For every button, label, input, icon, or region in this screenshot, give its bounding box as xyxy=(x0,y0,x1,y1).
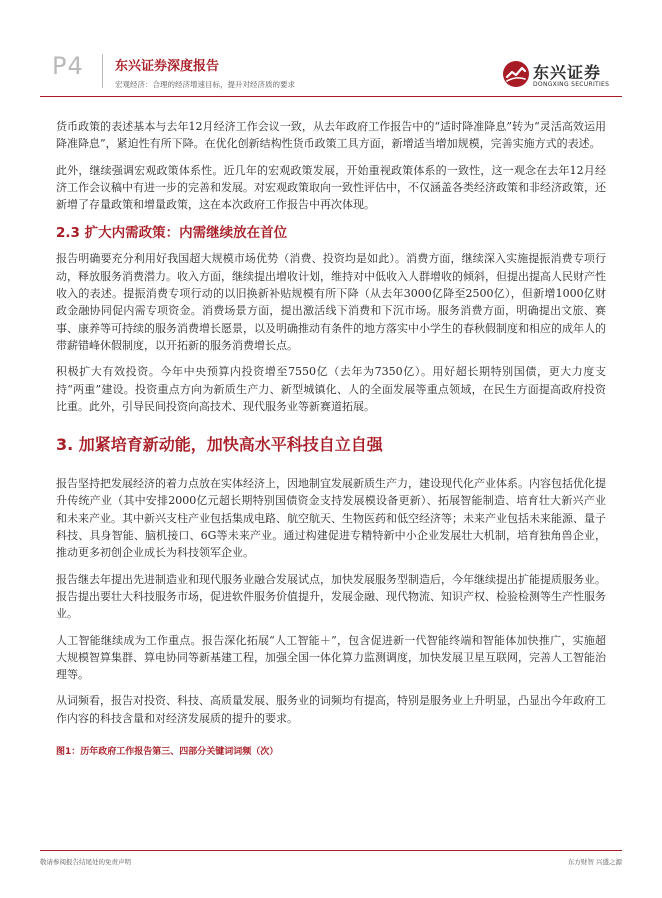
paragraph-ai: 人工智能继续成为工作重点。报告深化拓展“人工智能＋”，包含促进新一代智能终端和智能体加快推广，实施超大规模智算集群、算电协同等新基建工程，加强全国一体化算力监测调度，加快发展卫星互联网，完善人工智能治理等。 xyxy=(56,633,606,682)
section-heading-3: 3. 加紧培育新动能，加快高水平科技自立自强 xyxy=(56,435,383,455)
brand-logo xyxy=(502,58,622,94)
footer-slogan: 东方财智 兴盛之源 xyxy=(567,858,622,866)
report-body xyxy=(56,118,606,757)
page-footer xyxy=(40,850,622,866)
page-number: P4 xyxy=(52,52,84,80)
paragraph-industry: 报告坚持把发展经济的着力点放在实体经济上，因地制宜发展新质生产力，建设现代化产业体系。内容包括优化提升传统产业（其中安排2000亿元超长期特别国债资金支持发展模设备更新）、拓展智能制造、培育壮大新兴产业和未来产业。其中新兴支柱产业包括集成电路、航空航天、生物医药和低空经济等；未来产业包括未来能源、量子科技、具身智能、脑机接口、6G等未来产业。通过构建促进专精特新中小企业发展壮大机制，培育独角兽企业，推动更多初创企业成长为科技领军企业。 xyxy=(56,477,606,560)
paragraph-consumption: 报告明确要充分利用好我国超大规模市场优势（消费、投资均是如此）。消费方面，继续深入实施提振消费专项行动，释放服务消费潜力。收入方面，继续提出增收计划，维持对中低收入人群增收的倾斜，但提出提高人民财产性收入的表述。提振消费专项行动的以旧换新补贴规模有所下降（从去年3000亿降至2500亿），但新增1000亿财政金融协同促内需专项资金。消费场景方面，提出激活线下消费和下沉市场。服务消费方面，明确提出文旅、赛事、康养等可持续的服务消费增长愿景，以及明确推动有条件的地方落实中小学生的春秋假制度和相应的成年人的带薪错峰休假制度，以开拓新的服务消费增长点。 xyxy=(56,252,606,352)
page-header xyxy=(40,0,622,100)
paragraph-services: 报告继去年提出先进制造业和现代服务业融合发展试点，加快发展服务型制造后，今年继续提出扩能提质服务业。报告提出要壮大科技服务市场，促进软件服务价值提升，发展金融、现代物流、知识产权、检验检测等生产性服务业。 xyxy=(56,572,606,621)
paragraph-policy-system: 此外，继续强调宏观政策体系性。近几年的宏观政策发展，开始重视政策体系的一致性，这一观念在去年12月经济工作会议稿中有进一步的完善和发展。对宏观政策取向一致性评估中，不仅涵盖各类经济政策和非经济政策，还新增了存量政策和增量政策，这在本次政府工作报告中再次体现。 xyxy=(56,163,606,212)
footer-rule xyxy=(40,850,622,851)
report-subtitle: 宏观经济：合理的经济增速目标，提升对经济质的要求 xyxy=(115,80,295,89)
figure-caption: 图1：历年政府工作报告第三、四部分关键词词频（次） xyxy=(56,747,279,758)
logo-name-en: DONGXING SECURITIES xyxy=(533,81,610,88)
paragraph-word-frequency: 从词频看，报告对投资、科技、高质量发展、服务业的词频均有提高，特别是服务业上升明显，凸显出今年政府工作内容的科技含量和对经济发展质的提升的要求。 xyxy=(56,694,606,725)
paragraph-monetary-policy: 货币政策的表述基本与去年12月经济工作会议一致，从去年政府工作报告中的“适时降准降息”转为“灵活高效运用降准降息”，紧迫性有所下降。在优化创新结构性货币政策工具方面，新增适当增加规模，完善实施方式的表述。 xyxy=(56,120,606,151)
header-rule xyxy=(40,96,622,97)
disclaimer-note: 敬请参阅报告结尾处的免责声明 xyxy=(40,858,131,866)
paragraph-investment: 积极扩大有效投资。今年中央预算内投资增至7550亿（去年为7350亿）。用好超长期特别国债，更大力度支持“两重”建设。投资重点方向为新质生产力、新型城镇化、人的全面发展等重点领域，在民生方面提高政府投资比重。此外，引导民间投资向高技术、现代服务业等新赛道拓展。 xyxy=(56,365,606,413)
logo-name-cn: 东兴证券 xyxy=(533,63,602,82)
logo-mark-icon xyxy=(502,60,530,88)
series-title: 东兴证券深度报告 xyxy=(115,59,220,74)
header-divider xyxy=(102,54,103,88)
section-heading-2-3: 2.3 扩大内需政策：内需继续放在首位 xyxy=(56,225,288,242)
